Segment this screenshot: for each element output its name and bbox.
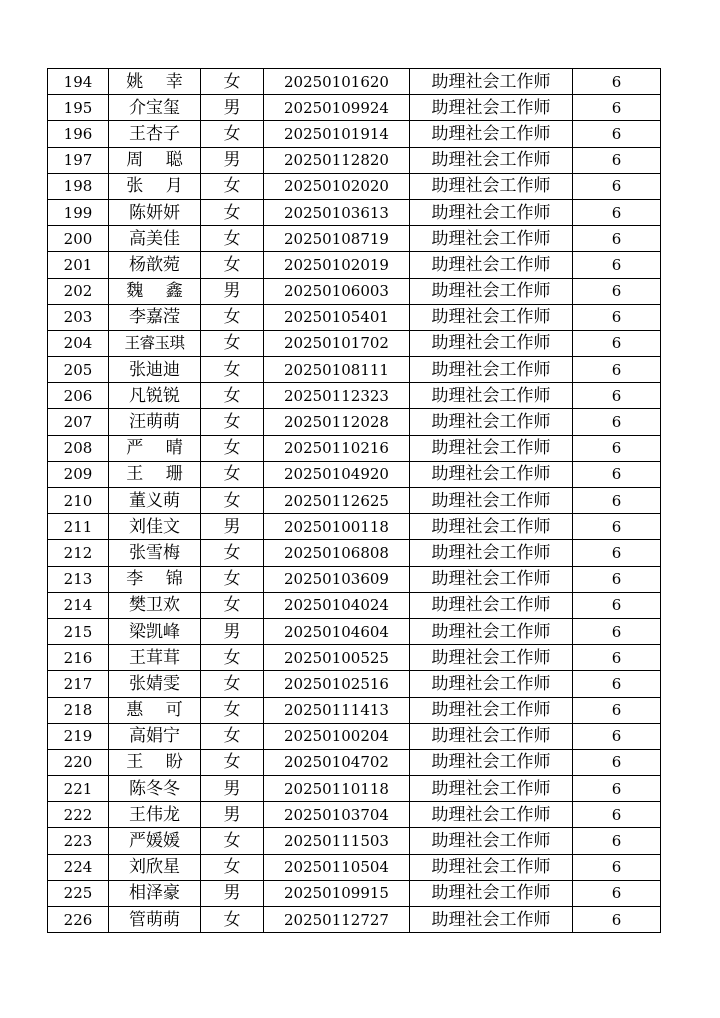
cell-name: 陈冬冬 — [109, 776, 201, 802]
cell-name: 王 珊 — [109, 461, 201, 487]
cell-score: 6 — [573, 854, 661, 880]
cell-exam-id: 20250105401 — [264, 304, 410, 330]
cell-exam-id: 20250109924 — [264, 95, 410, 121]
cell-name: 刘佳文 — [109, 514, 201, 540]
cell-exam-id: 20250104920 — [264, 461, 410, 487]
cell-qualification-category: 助理社会工作师 — [410, 907, 573, 933]
table-row — [48, 304, 661, 330]
cell-serial-number: 206 — [48, 383, 109, 409]
table-row — [48, 540, 661, 566]
cell-exam-id: 20250106003 — [264, 278, 410, 304]
cell-qualification-category: 助理社会工作师 — [410, 69, 573, 95]
table-row — [48, 121, 661, 147]
cell-gender: 女 — [201, 566, 264, 592]
cell-serial-number: 198 — [48, 173, 109, 199]
cell-score: 6 — [573, 357, 661, 383]
cell-serial-number: 222 — [48, 802, 109, 828]
cell-score: 6 — [573, 173, 661, 199]
cell-name: 刘欣星 — [109, 854, 201, 880]
cell-gender: 男 — [201, 880, 264, 906]
cell-exam-id: 20250101620 — [264, 69, 410, 95]
cell-qualification-category: 助理社会工作师 — [410, 697, 573, 723]
cell-exam-id: 20250111413 — [264, 697, 410, 723]
table-row — [48, 147, 661, 173]
table-row — [48, 880, 661, 906]
cell-gender: 女 — [201, 435, 264, 461]
cell-gender: 女 — [201, 461, 264, 487]
cell-gender: 女 — [201, 383, 264, 409]
cell-serial-number: 204 — [48, 330, 109, 356]
cell-serial-number: 197 — [48, 147, 109, 173]
cell-qualification-category: 助理社会工作师 — [410, 645, 573, 671]
cell-exam-id: 20250100118 — [264, 514, 410, 540]
cell-gender: 男 — [201, 147, 264, 173]
cell-gender: 女 — [201, 173, 264, 199]
cell-name: 高美佳 — [109, 226, 201, 252]
cell-qualification-category: 助理社会工作师 — [410, 776, 573, 802]
cell-exam-id: 20250110216 — [264, 435, 410, 461]
cell-exam-id: 20250112323 — [264, 383, 410, 409]
cell-gender: 女 — [201, 304, 264, 330]
cell-serial-number: 215 — [48, 618, 109, 644]
cell-exam-id: 20250106808 — [264, 540, 410, 566]
table-row — [48, 173, 661, 199]
cell-score: 6 — [573, 226, 661, 252]
cell-serial-number: 224 — [48, 854, 109, 880]
cell-score: 6 — [573, 618, 661, 644]
cell-score: 6 — [573, 723, 661, 749]
table-row — [48, 199, 661, 225]
table-row — [48, 252, 661, 278]
table-row — [48, 618, 661, 644]
cell-qualification-category: 助理社会工作师 — [410, 540, 573, 566]
table-row — [48, 592, 661, 618]
cell-serial-number: 209 — [48, 461, 109, 487]
cell-name: 惠 可 — [109, 697, 201, 723]
cell-serial-number: 195 — [48, 95, 109, 121]
cell-qualification-category: 助理社会工作师 — [410, 618, 573, 644]
cell-serial-number: 225 — [48, 880, 109, 906]
cell-serial-number: 223 — [48, 828, 109, 854]
cell-qualification-category: 助理社会工作师 — [410, 147, 573, 173]
cell-exam-id: 20250112028 — [264, 409, 410, 435]
cell-serial-number: 207 — [48, 409, 109, 435]
cell-score: 6 — [573, 645, 661, 671]
cell-exam-id: 20250108111 — [264, 357, 410, 383]
cell-score: 6 — [573, 121, 661, 147]
cell-gender: 女 — [201, 540, 264, 566]
cell-qualification-category: 助理社会工作师 — [410, 226, 573, 252]
cell-qualification-category: 助理社会工作师 — [410, 357, 573, 383]
cell-name: 张雪梅 — [109, 540, 201, 566]
cell-gender: 女 — [201, 357, 264, 383]
cell-serial-number: 218 — [48, 697, 109, 723]
cell-qualification-category: 助理社会工作师 — [410, 383, 573, 409]
table-row — [48, 907, 661, 933]
cell-gender: 女 — [201, 330, 264, 356]
table-row — [48, 461, 661, 487]
cell-score: 6 — [573, 95, 661, 121]
cell-score: 6 — [573, 461, 661, 487]
cell-score: 6 — [573, 514, 661, 540]
cell-serial-number: 216 — [48, 645, 109, 671]
cell-score: 6 — [573, 435, 661, 461]
cell-serial-number: 200 — [48, 226, 109, 252]
table-row — [48, 671, 661, 697]
cell-serial-number: 213 — [48, 566, 109, 592]
table-row — [48, 69, 661, 95]
cell-exam-id: 20250100204 — [264, 723, 410, 749]
cell-exam-id: 20250103613 — [264, 199, 410, 225]
cell-name: 杨歆菀 — [109, 252, 201, 278]
table-row — [48, 278, 661, 304]
cell-name: 陈妍妍 — [109, 199, 201, 225]
table-row — [48, 226, 661, 252]
cell-score: 6 — [573, 252, 661, 278]
cell-serial-number: 208 — [48, 435, 109, 461]
cell-exam-id: 20250102020 — [264, 173, 410, 199]
cell-qualification-category: 助理社会工作师 — [410, 304, 573, 330]
cell-qualification-category: 助理社会工作师 — [410, 854, 573, 880]
cell-qualification-category: 助理社会工作师 — [410, 828, 573, 854]
roster-table — [47, 68, 661, 933]
cell-name: 王伟龙 — [109, 802, 201, 828]
cell-exam-id: 20250110504 — [264, 854, 410, 880]
cell-name: 魏 鑫 — [109, 278, 201, 304]
cell-serial-number: 219 — [48, 723, 109, 749]
cell-exam-id: 20250111503 — [264, 828, 410, 854]
cell-gender: 女 — [201, 409, 264, 435]
cell-exam-id: 20250102019 — [264, 252, 410, 278]
cell-exam-id: 20250108719 — [264, 226, 410, 252]
cell-qualification-category: 助理社会工作师 — [410, 723, 573, 749]
cell-serial-number: 203 — [48, 304, 109, 330]
cell-exam-id: 20250100525 — [264, 645, 410, 671]
cell-qualification-category: 助理社会工作师 — [410, 514, 573, 540]
cell-exam-id: 20250110118 — [264, 776, 410, 802]
cell-gender: 女 — [201, 697, 264, 723]
cell-score: 6 — [573, 880, 661, 906]
table-row — [48, 357, 661, 383]
cell-qualification-category: 助理社会工作师 — [410, 409, 573, 435]
table-row — [48, 828, 661, 854]
cell-name: 张迪迪 — [109, 357, 201, 383]
cell-gender: 女 — [201, 749, 264, 775]
cell-name: 周 聪 — [109, 147, 201, 173]
table-row — [48, 514, 661, 540]
cell-gender: 女 — [201, 671, 264, 697]
cell-name: 樊卫欢 — [109, 592, 201, 618]
cell-gender: 女 — [201, 199, 264, 225]
table-row — [48, 330, 661, 356]
cell-score: 6 — [573, 828, 661, 854]
table-row — [48, 802, 661, 828]
roster-table-body — [48, 69, 661, 933]
cell-score: 6 — [573, 776, 661, 802]
cell-exam-id: 20250112625 — [264, 488, 410, 514]
cell-exam-id: 20250103609 — [264, 566, 410, 592]
table-row — [48, 697, 661, 723]
cell-score: 6 — [573, 540, 661, 566]
cell-exam-id: 20250112820 — [264, 147, 410, 173]
cell-gender: 女 — [201, 69, 264, 95]
cell-name: 李 锦 — [109, 566, 201, 592]
cell-qualification-category: 助理社会工作师 — [410, 880, 573, 906]
cell-name: 王 盼 — [109, 749, 201, 775]
cell-serial-number: 205 — [48, 357, 109, 383]
table-row — [48, 435, 661, 461]
cell-exam-id: 20250112727 — [264, 907, 410, 933]
cell-score: 6 — [573, 566, 661, 592]
cell-gender: 男 — [201, 514, 264, 540]
cell-gender: 女 — [201, 488, 264, 514]
cell-qualification-category: 助理社会工作师 — [410, 802, 573, 828]
cell-qualification-category: 助理社会工作师 — [410, 566, 573, 592]
cell-serial-number: 199 — [48, 199, 109, 225]
cell-score: 6 — [573, 409, 661, 435]
cell-name: 董义萌 — [109, 488, 201, 514]
cell-qualification-category: 助理社会工作师 — [410, 252, 573, 278]
cell-gender: 女 — [201, 252, 264, 278]
cell-exam-id: 20250103704 — [264, 802, 410, 828]
cell-serial-number: 220 — [48, 749, 109, 775]
cell-name: 管萌萌 — [109, 907, 201, 933]
cell-qualification-category: 助理社会工作师 — [410, 278, 573, 304]
cell-gender: 男 — [201, 278, 264, 304]
cell-name: 李嘉滢 — [109, 304, 201, 330]
cell-score: 6 — [573, 278, 661, 304]
cell-qualification-category: 助理社会工作师 — [410, 173, 573, 199]
cell-score: 6 — [573, 304, 661, 330]
cell-serial-number: 210 — [48, 488, 109, 514]
cell-name: 张 月 — [109, 173, 201, 199]
cell-serial-number: 211 — [48, 514, 109, 540]
cell-name: 高娟宁 — [109, 723, 201, 749]
cell-exam-id: 20250101702 — [264, 330, 410, 356]
cell-gender: 女 — [201, 723, 264, 749]
cell-name: 王杏子 — [109, 121, 201, 147]
cell-name: 介宝玺 — [109, 95, 201, 121]
cell-gender: 女 — [201, 854, 264, 880]
table-row — [48, 95, 661, 121]
table-row — [48, 566, 661, 592]
cell-exam-id: 20250101914 — [264, 121, 410, 147]
cell-score: 6 — [573, 802, 661, 828]
cell-score: 6 — [573, 488, 661, 514]
cell-name: 严 晴 — [109, 435, 201, 461]
cell-score: 6 — [573, 383, 661, 409]
table-row — [48, 723, 661, 749]
cell-name: 凡锐锐 — [109, 383, 201, 409]
table-row — [48, 409, 661, 435]
cell-name: 相泽豪 — [109, 880, 201, 906]
cell-qualification-category: 助理社会工作师 — [410, 330, 573, 356]
cell-gender: 女 — [201, 121, 264, 147]
cell-exam-id: 20250109915 — [264, 880, 410, 906]
cell-serial-number: 212 — [48, 540, 109, 566]
cell-qualification-category: 助理社会工作师 — [410, 199, 573, 225]
cell-exam-id: 20250104024 — [264, 592, 410, 618]
table-row — [48, 645, 661, 671]
table-row — [48, 776, 661, 802]
cell-qualification-category: 助理社会工作师 — [410, 121, 573, 147]
cell-serial-number: 217 — [48, 671, 109, 697]
cell-exam-id: 20250102516 — [264, 671, 410, 697]
cell-name: 姚 幸 — [109, 69, 201, 95]
cell-serial-number: 226 — [48, 907, 109, 933]
cell-score: 6 — [573, 592, 661, 618]
cell-name: 严媛媛 — [109, 828, 201, 854]
cell-serial-number: 214 — [48, 592, 109, 618]
cell-qualification-category: 助理社会工作师 — [410, 592, 573, 618]
cell-qualification-category: 助理社会工作师 — [410, 95, 573, 121]
cell-exam-id: 20250104604 — [264, 618, 410, 644]
cell-gender: 男 — [201, 802, 264, 828]
cell-score: 6 — [573, 69, 661, 95]
cell-gender: 男 — [201, 776, 264, 802]
cell-gender: 女 — [201, 592, 264, 618]
cell-gender: 男 — [201, 95, 264, 121]
cell-name: 王睿玉琪 — [109, 330, 201, 356]
cell-gender: 女 — [201, 226, 264, 252]
cell-gender: 男 — [201, 618, 264, 644]
cell-qualification-category: 助理社会工作师 — [410, 435, 573, 461]
cell-serial-number: 201 — [48, 252, 109, 278]
cell-serial-number: 194 — [48, 69, 109, 95]
cell-serial-number: 221 — [48, 776, 109, 802]
cell-score: 6 — [573, 199, 661, 225]
cell-qualification-category: 助理社会工作师 — [410, 488, 573, 514]
cell-exam-id: 20250104702 — [264, 749, 410, 775]
cell-name: 张婧雯 — [109, 671, 201, 697]
cell-qualification-category: 助理社会工作师 — [410, 671, 573, 697]
cell-score: 6 — [573, 671, 661, 697]
table-row — [48, 854, 661, 880]
cell-gender: 女 — [201, 907, 264, 933]
cell-serial-number: 196 — [48, 121, 109, 147]
cell-name: 汪萌萌 — [109, 409, 201, 435]
cell-gender: 女 — [201, 828, 264, 854]
cell-qualification-category: 助理社会工作师 — [410, 749, 573, 775]
table-row — [48, 749, 661, 775]
cell-score: 6 — [573, 330, 661, 356]
cell-score: 6 — [573, 147, 661, 173]
cell-score: 6 — [573, 749, 661, 775]
cell-gender: 女 — [201, 645, 264, 671]
table-row — [48, 488, 661, 514]
cell-score: 6 — [573, 907, 661, 933]
cell-name: 王茸茸 — [109, 645, 201, 671]
cell-serial-number: 202 — [48, 278, 109, 304]
cell-score: 6 — [573, 697, 661, 723]
table-row — [48, 383, 661, 409]
cell-qualification-category: 助理社会工作师 — [410, 461, 573, 487]
cell-name: 梁凯峰 — [109, 618, 201, 644]
